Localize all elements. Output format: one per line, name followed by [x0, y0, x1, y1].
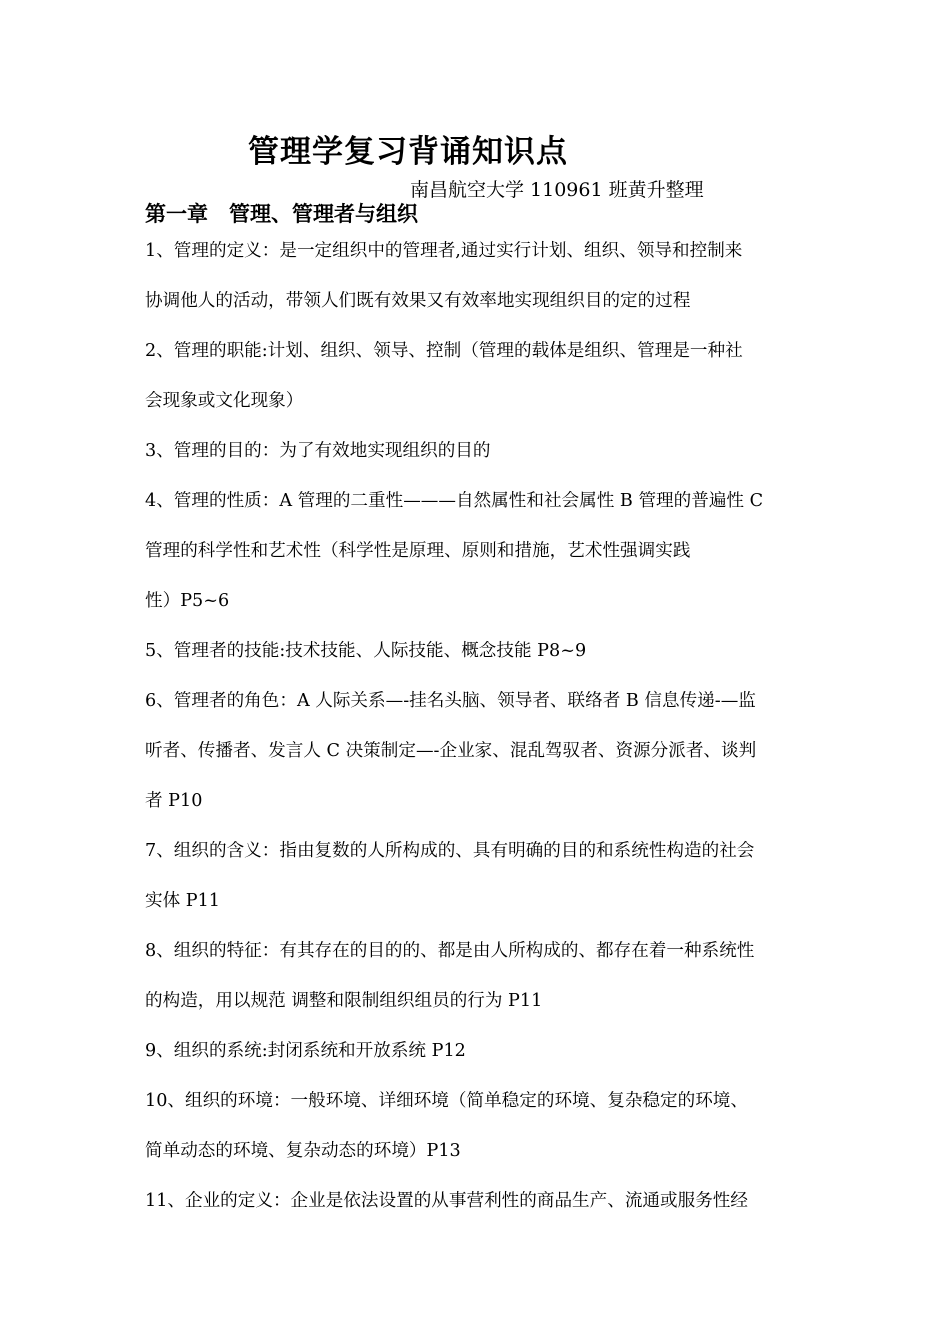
text-line: 听者、传播者、发言人 C 决策制定—-企业家、混乱驾驭者、资源分派者、谈判: [145, 741, 757, 761]
text-line: 11、企业的定义：企业是依法设置的从事营利性的商品生产、流通或服务性经: [145, 1191, 748, 1211]
text-line: 性）P5~6: [145, 591, 230, 611]
text-line: 简单动态的环境、复杂动态的环境）P13: [145, 1141, 461, 1161]
text-line: 协调他人的活动，带领人们既有效果又有效率地实现组织目的定的过程: [145, 291, 691, 311]
text-line: 6、管理者的角色：A 人际关系—-挂名头脑、领导者、联络者 B 信息传递-—监: [145, 691, 756, 711]
document-body: [145, 226, 810, 1226]
document-subtitle: 南昌航空大学 110961 班黄升整理: [410, 179, 704, 201]
document-title: 管理学复习背诵知识点: [248, 134, 568, 170]
text-line: 5、管理者的技能:技术技能、人际技能、概念技能 P8~9: [145, 641, 587, 661]
text-line: 7、组织的含义：指由复数的人所构成的、具有明确的目的和系统性构造的社会: [145, 841, 755, 861]
text-line: 4、管理的性质：A 管理的二重性———自然属性和社会属性 B 管理的普遍性 C: [145, 491, 764, 511]
text-line: 者 P10: [145, 791, 203, 811]
text-line: 1、管理的定义：是一定组织中的管理者,通过实行计划、组织、领导和控制来: [145, 241, 743, 261]
text-line: 2、管理的职能:计划、组织、领导、控制（管理的载体是组织、管理是一种社: [145, 341, 743, 361]
text-line: 管理的科学性和艺术性（科学性是原理、原则和措施，艺术性强调实践: [145, 541, 691, 561]
text-line: 会现象或文化现象）: [145, 391, 304, 411]
text-line: 10、组织的环境：一般环境、详细环境（简单稳定的环境、复杂稳定的环境、: [145, 1091, 748, 1111]
text-line: 9、组织的系统:封闭系统和开放系统 P12: [145, 1041, 466, 1061]
text-line: 3、管理的目的：为了有效地实现组织的目的: [145, 441, 491, 461]
text-line: 实体 P11: [145, 891, 221, 911]
text-line: 8、组织的特征：有其存在的目的的、都是由人所构成的、都存在着一种系统性: [145, 941, 755, 961]
chapter-heading: 第一章 管理、管理者与组织: [145, 201, 418, 226]
text-line: 的构造，用以规范 调整和限制组织组员的行为 P11: [145, 991, 543, 1011]
